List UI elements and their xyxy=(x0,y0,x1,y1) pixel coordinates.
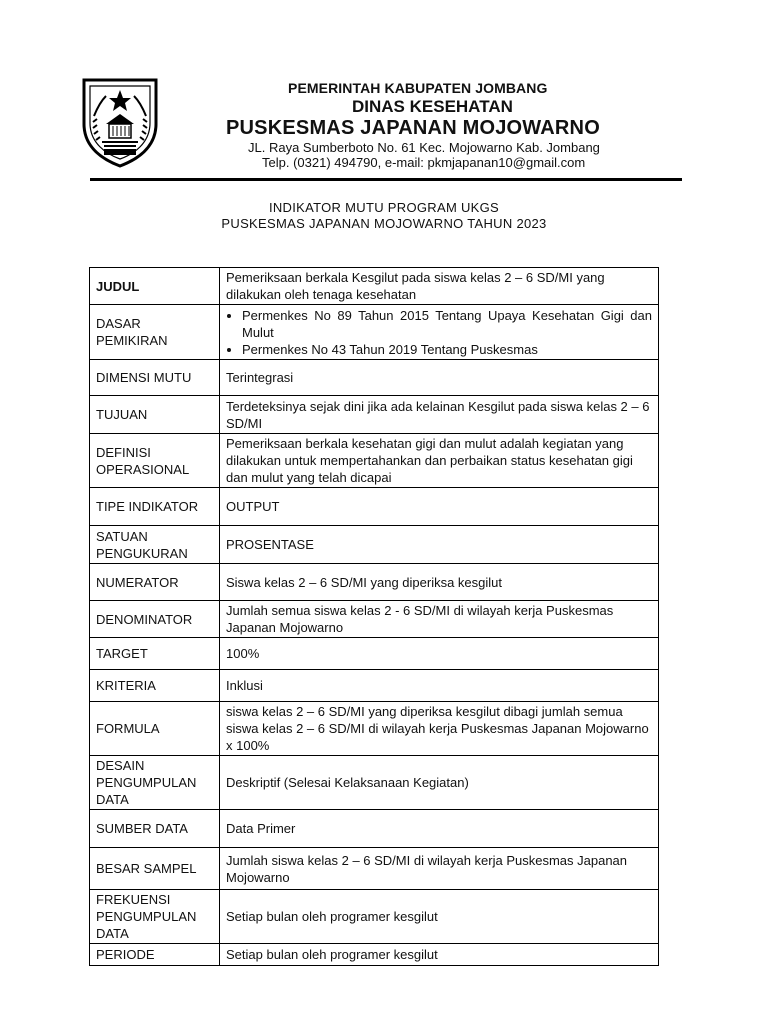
department-name: DINAS KESEHATAN xyxy=(352,97,513,116)
row-label: DENOMINATOR xyxy=(90,601,220,638)
list-item: • Permenkes No 89 Tahun 2015 Tentang Upaya Kesehatan Gigi dan Mulut xyxy=(242,307,652,341)
row-value: Pemeriksaan berkala Kesgilut pada siswa kelas 2 – 6 SD/MI yang dilakukan oleh tenaga kesehatan xyxy=(220,268,659,305)
table-row xyxy=(90,670,659,702)
document-subtitle: PUSKESMAS JAPANAN MOJOWARNO TAHUN 2023 xyxy=(221,216,547,231)
institution-name: PUSKESMAS JAPANAN MOJOWARNO xyxy=(226,117,600,139)
jombang-regency-emblem-icon xyxy=(80,76,160,168)
document-title: INDIKATOR MUTU PROGRAM UKGS xyxy=(268,200,500,215)
row-label: SATUAN PENGUKURAN xyxy=(90,526,220,564)
row-label: TIPE INDIKATOR xyxy=(90,488,220,526)
table-row xyxy=(90,944,659,966)
table-row xyxy=(90,360,659,396)
row-label: DIMENSI MUTU xyxy=(90,360,220,396)
row-label: KRITERIA xyxy=(90,670,220,702)
table-row xyxy=(90,756,659,810)
table-row xyxy=(90,601,659,638)
row-label: JUDUL xyxy=(90,268,220,305)
row-label: NUMERATOR xyxy=(90,564,220,601)
row-value: OUTPUT xyxy=(220,488,659,526)
table-row xyxy=(90,890,659,944)
government-name: PEMERINTAH KABUPATEN JOMBANG xyxy=(288,80,548,96)
table-row xyxy=(90,810,659,848)
row-value: Inklusi xyxy=(220,670,659,702)
row-label: TARGET xyxy=(90,638,220,670)
row-label: FREKUENSI PENGUMPULAN DATA xyxy=(90,890,220,944)
row-value: Terintegrasi xyxy=(220,360,659,396)
row-label: BESAR SAMPEL xyxy=(90,848,220,890)
row-value: Setiap bulan oleh programer kesgilut xyxy=(220,944,659,966)
row-value: siswa kelas 2 – 6 SD/MI yang diperiksa kesgilut dibagi jumlah semua siswa kelas 2 – 6 SD/MI di wilayah kerja Puskesmas Japanan Mojowarno x 100% xyxy=(220,702,659,756)
row-label: DASAR PEMIKIRAN xyxy=(90,305,220,360)
row-value: Setiap bulan oleh programer kesgilut xyxy=(220,890,659,944)
row-label: TUJUAN xyxy=(90,396,220,434)
row-value xyxy=(220,305,659,360)
row-value: Pemeriksaan berkala kesehatan gigi dan mulut adalah kegiatan yang dilakukan untuk mempertahankan dan perbaikan status kesehatan gigi dan mulut yang telah dicapai xyxy=(220,434,659,488)
table-row xyxy=(90,268,659,305)
row-value: Siswa kelas 2 – 6 SD/MI yang diperiksa kesgilut xyxy=(220,564,659,601)
address-text: JL. Raya Sumberboto No. 61 Kec. Mojowarno Kab. Jombang xyxy=(248,140,600,155)
table-row xyxy=(90,526,659,564)
row-label: FORMULA xyxy=(90,702,220,756)
list-item: • Permenkes No 43 Tahun 2019 Tentang Puskesmas xyxy=(242,341,652,358)
row-value: Deskriptif (Selesai Kelaksanaan Kegiatan) xyxy=(220,756,659,810)
row-value: Jumlah semua siswa kelas 2 - 6 SD/MI di wilayah kerja Puskesmas Japanan Mojowarno xyxy=(220,601,659,638)
table-row xyxy=(90,488,659,526)
row-value: Data Primer xyxy=(220,810,659,848)
indicator-table xyxy=(89,267,659,966)
table-row xyxy=(90,702,659,756)
row-value: PROSENTASE xyxy=(220,526,659,564)
row-value: 100% xyxy=(220,638,659,670)
table-row xyxy=(90,434,659,488)
table-row xyxy=(90,305,659,360)
table-row xyxy=(90,564,659,601)
letterhead-divider xyxy=(90,178,682,181)
row-value: Terdeteksinya sejak dini jika ada kelainan Kesgilut pada siswa kelas 2 – 6 SD/MI xyxy=(220,396,659,434)
row-label: SUMBER DATA xyxy=(90,810,220,848)
row-label: PERIODE xyxy=(90,944,220,966)
regulation-list xyxy=(226,307,652,358)
row-label: DEFINISI OPERASIONAL xyxy=(90,434,220,488)
table-row xyxy=(90,848,659,890)
row-label: DESAIN PENGUMPULAN DATA xyxy=(90,756,220,810)
contact-text: Telp. (0321) 494790, e-mail: pkmjapanan10@gmail.com xyxy=(262,155,586,170)
table-row xyxy=(90,396,659,434)
table-row xyxy=(90,638,659,670)
row-value: Jumlah siswa kelas 2 – 6 SD/MI di wilayah kerja Puskesmas Japanan Mojowarno xyxy=(220,848,659,890)
